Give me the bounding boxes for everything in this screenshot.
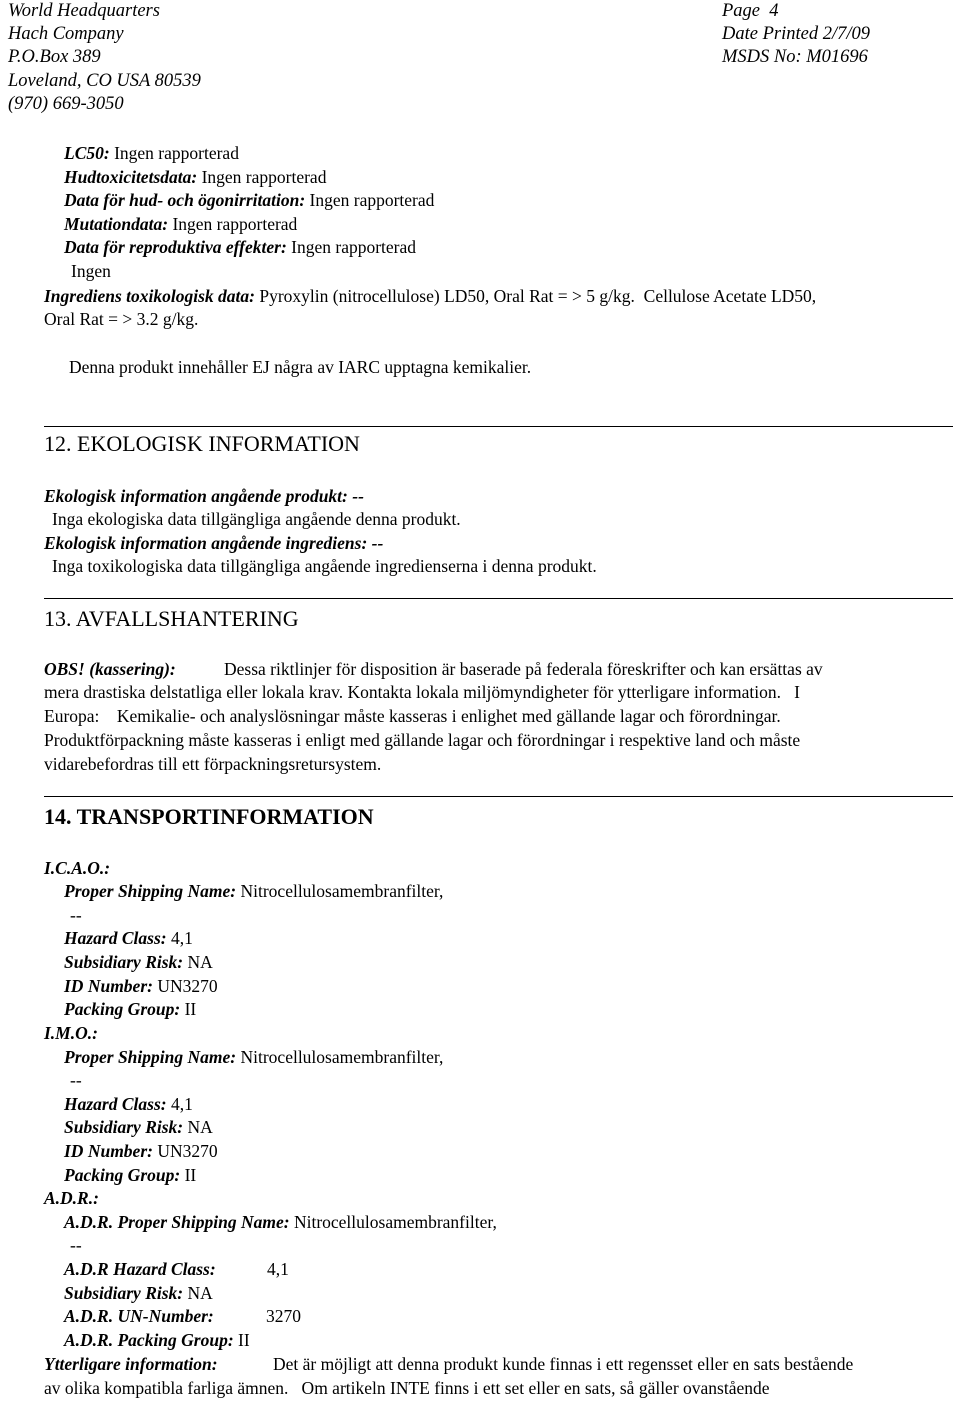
field-label: Subsidiary Risk:: [64, 1283, 184, 1303]
eco-product-text: Inga ekologiska data tillgängliga angående denna produkt.: [52, 509, 461, 529]
adr-hazard-class-value: 4,1: [267, 1259, 289, 1279]
field-label: Hudtoxicitetsdata:: [64, 167, 198, 187]
eco-product-label: [44, 485, 364, 509]
icao-hazard-class: [64, 927, 193, 951]
section-heading-13: 13. AVFALLSHANTERING: [44, 606, 299, 631]
header-left-line: Loveland, CO USA 80539: [8, 70, 201, 91]
field-value: UN3270: [152, 1141, 218, 1161]
date-printed: Date Printed 2/7/09: [722, 24, 870, 45]
header-left-line: World Headquarters: [8, 1, 160, 21]
field-label: A.D.R Hazard Class:: [64, 1259, 216, 1279]
field-value: II: [233, 1330, 250, 1350]
field-label: LC50:: [64, 143, 110, 163]
field-label: ID Number:: [64, 976, 153, 996]
field-label: Mutationdata:: [64, 214, 169, 234]
iarc-statement: Denna produkt innehåller EJ några av IARC upptagna kemikalier.: [69, 357, 532, 377]
adr-title: A.D.R.:: [44, 1188, 99, 1208]
field-value: II: [180, 999, 197, 1019]
mutation-line: [64, 213, 297, 237]
adr-subsidiary-risk: [64, 1282, 213, 1306]
disposal-text-line: mera drastiska delstatliga eller lokala krav. Kontakta lokala miljömyndigheter för ytterligare information. I: [44, 682, 800, 702]
field-label: Hazard Class:: [64, 928, 167, 948]
field-label: Hazard Class:: [64, 1094, 167, 1114]
field-value: Ingen rapporterad: [197, 167, 327, 187]
field-value: 4,1: [166, 928, 193, 948]
field-value: NA: [183, 1117, 213, 1137]
adr-shipping-name: [64, 1211, 497, 1235]
adr-dash: --: [70, 1235, 82, 1255]
ingredient-tox-line-2: Oral Rat = > 3.2 g/kg.: [44, 309, 199, 329]
field-label: A.D.R. UN-Number:: [64, 1306, 214, 1326]
icao-dash: --: [70, 905, 82, 925]
icao-packing-group: [64, 998, 196, 1022]
section-divider: [44, 796, 953, 797]
document-info: [722, 0, 870, 70]
disposal-label: OBS! (kassering):: [44, 659, 176, 679]
adr-packing-group: [64, 1329, 250, 1353]
disposal-text-line: Europa: Kemikalie- och analyslösningar måste kasseras i enlighet med gällande lagar och förordningar.: [44, 706, 781, 726]
imo-hazard-class: [64, 1093, 193, 1117]
field-value: Pyroxylin (nitrocellulose) LD50, Oral Rat = > 5 g/kg. Cellulose Acetate LD50,: [255, 286, 817, 306]
field-label: Proper Shipping Name:: [64, 881, 237, 901]
icao-shipping-name: [64, 880, 443, 904]
section-heading-12: 12. EKOLOGISK INFORMATION: [44, 431, 360, 456]
section-divider: [44, 598, 953, 599]
field-label: Ekologisk information angående ingrediens: --: [44, 533, 384, 553]
section-divider: [44, 426, 953, 427]
irritation-line: [64, 189, 434, 213]
imo-shipping-name: [64, 1046, 443, 1070]
field-value: II: [180, 1165, 197, 1185]
field-value: NA: [183, 952, 213, 972]
field-value: 4,1: [166, 1094, 193, 1114]
field-label: Subsidiary Risk:: [64, 1117, 184, 1137]
disposal-text-line: Produktförpackning måste kasseras i enligt med gällande lagar och förordningar i respektive land och måste: [44, 730, 801, 750]
icao-subsidiary-risk: [64, 951, 213, 975]
field-value: UN3270: [152, 976, 218, 996]
imo-id-number: [64, 1140, 218, 1164]
field-label: Data för reproduktiva effekter:: [64, 237, 287, 257]
adr-un-number: [64, 1305, 214, 1329]
additional-info-label: Ytterligare information:: [44, 1354, 218, 1374]
additional-info-text: Det är möjligt att denna produkt kunde finnas i ett regensset eller en sats bestående: [273, 1354, 854, 1374]
field-value: Nitrocellulosamembranfilter,: [289, 1212, 497, 1232]
icao-title: I.C.A.O.:: [44, 858, 111, 878]
eco-ingredient-label: [44, 532, 383, 556]
field-label: Ingrediens toxikologisk data:: [44, 286, 255, 306]
header-left-line: (970) 669-3050: [8, 93, 124, 114]
field-value: Ingen rapporterad: [305, 190, 435, 210]
field-label: Packing Group:: [64, 999, 181, 1019]
field-label: A.D.R. Proper Shipping Name:: [64, 1212, 290, 1232]
field-label: Packing Group:: [64, 1165, 181, 1185]
imo-dash: --: [70, 1070, 82, 1090]
field-value: NA: [183, 1283, 213, 1303]
imo-title: I.M.O.:: [44, 1023, 98, 1043]
additional-info-text: av olika kompatibla farliga ämnen. Om artikeln INTE finns i ett set eller en sats, så gäller ovanstående: [44, 1378, 770, 1398]
header-left-line: Hach Company: [8, 24, 124, 45]
field-label: Proper Shipping Name:: [64, 1047, 237, 1067]
field-label: Ekologisk information angående produkt: --: [44, 486, 364, 506]
field-value: Ingen rapporterad: [168, 214, 298, 234]
adr-hazard-class: [64, 1258, 216, 1282]
ingen-line: Ingen: [71, 261, 111, 281]
dermal-toxicity-line: [64, 166, 326, 190]
header-left-line: P.O.Box 389: [8, 47, 101, 68]
field-label: Data för hud- och ögonirritation:: [64, 190, 306, 210]
reproductive-line: [64, 236, 416, 260]
field-value: Nitrocellulosamembranfilter,: [236, 881, 444, 901]
imo-subsidiary-risk: [64, 1116, 213, 1140]
field-label: ID Number:: [64, 1141, 153, 1161]
field-value: Ingen rapporterad: [109, 143, 239, 163]
page-number: Page 4: [722, 1, 779, 21]
field-value: Ingen rapporterad: [286, 237, 417, 257]
eco-ingredient-text: Inga toxikologiska data tillgängliga angående ingredienserna i denna produkt.: [52, 556, 597, 576]
adr-un-number-value: 3270: [266, 1306, 301, 1326]
disposal-text-line: Dessa riktlinjer för disposition är baserade på federala föreskrifter och kan ersättas av: [224, 659, 823, 679]
field-value: Nitrocellulosamembranfilter,: [236, 1047, 444, 1067]
icao-id-number: [64, 975, 218, 999]
field-label: Subsidiary Risk:: [64, 952, 184, 972]
section-heading-14: 14. TRANSPORTINFORMATION: [44, 804, 374, 829]
ingredient-tox-line: [44, 285, 816, 309]
field-label: A.D.R. Packing Group:: [64, 1330, 234, 1350]
msds-number: MSDS No: M01696: [722, 47, 868, 68]
disposal-text-line: vidarebefordras till ett förpackningsretursystem.: [44, 754, 382, 774]
imo-packing-group: [64, 1164, 196, 1188]
lc50-line: [64, 142, 239, 166]
company-address: [8, 0, 201, 116]
